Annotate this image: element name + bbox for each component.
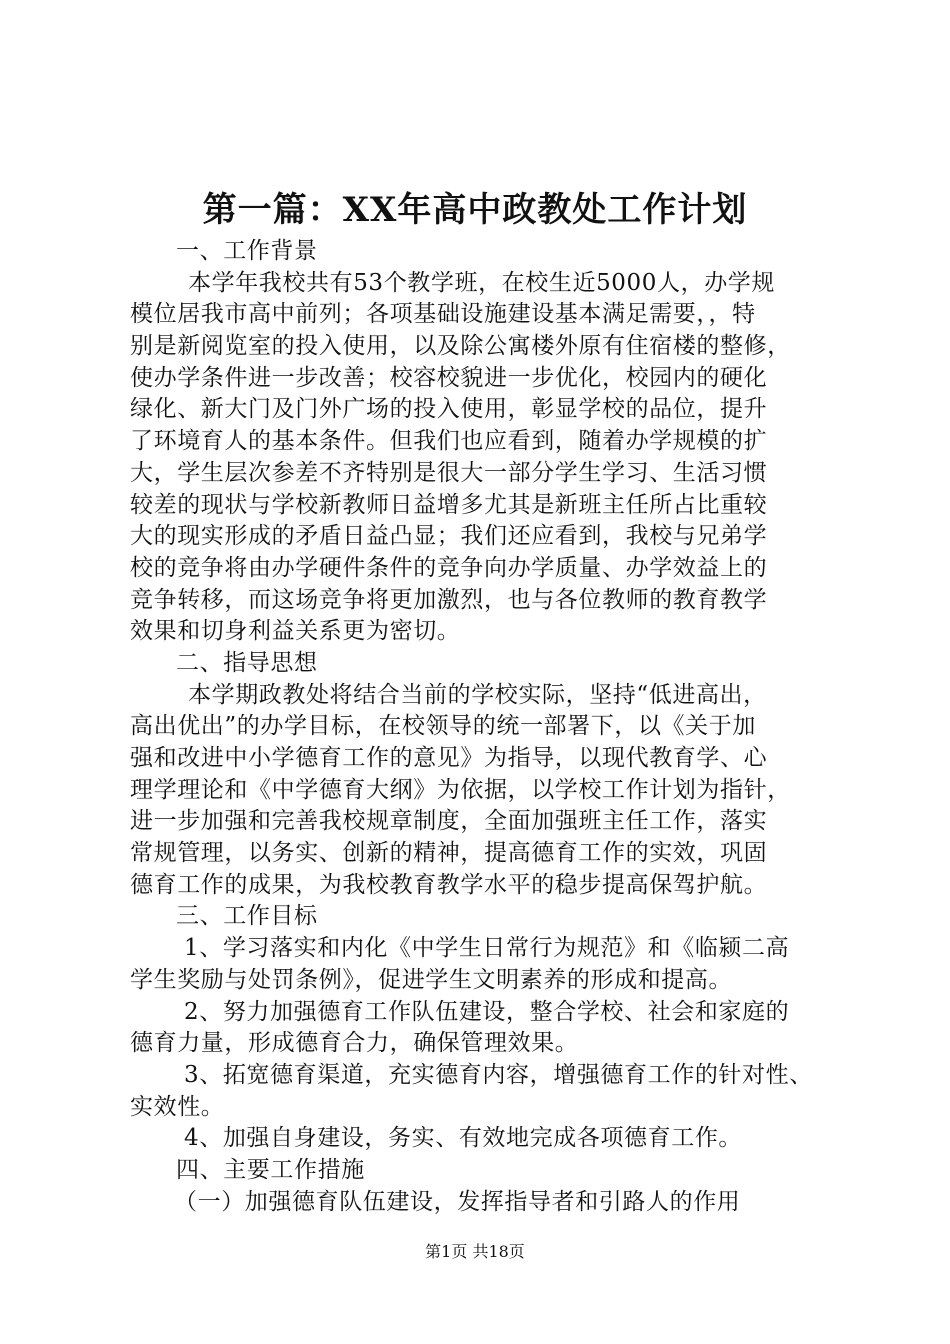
paragraph-line: 实效性。 bbox=[130, 1093, 225, 1120]
paragraph-line: 别是新阅览室的投入使用，以及除公寓楼外原有住宿楼的整修， bbox=[130, 333, 791, 360]
paragraph-line: 校的竞争将由办学硬件条件的竞争向办学质量、办学效益上的 bbox=[130, 554, 768, 581]
subsection-heading: （一）加强德育队伍建设，发挥指导者和引路人的作用 bbox=[174, 1188, 741, 1215]
paragraph-line: 了环境育人的基本条件。但我们也应看到，随着办学规模的扩 bbox=[130, 428, 768, 455]
paragraph-line: 强和改进中小学德育工作的意见》为指导，以现代教育学、心 bbox=[130, 745, 768, 771]
list-item: 4、加强自身建设，务实、有效地完成各项德育工作。 bbox=[184, 1125, 743, 1152]
document-title: 第一篇：XX年高中政教处工作计划 bbox=[202, 190, 748, 230]
list-item: 2、努力加强德育工作队伍建设，整合学校、社会和家庭的 bbox=[184, 998, 790, 1025]
paragraph-line: 学生奖励与处罚条例》，促进学生文明素养的形成和提高。 bbox=[130, 966, 733, 993]
paragraph-line: 理学理论和《中学德育大纲》为依据，以学校工作计划为指针， bbox=[130, 776, 791, 803]
paragraph-line: 常规管理，以务实、创新的精神，提高德育工作的实效，巩固 bbox=[130, 840, 768, 867]
paragraph-line: 本学年我校共有53个教学班，在校生近5000人，办学规 bbox=[188, 269, 775, 296]
paragraph-line: 较差的现状与学校新教师日益增多尤其是新班主任所占比重较 bbox=[130, 491, 768, 518]
paragraph-line: 德育工作的成果，为我校教育教学水平的稳步提高保驾护航。 bbox=[130, 871, 768, 898]
paragraph-line: 竞争转移，而这场竞争将更加激烈，也与各位教师的教育教学 bbox=[130, 586, 768, 613]
paragraph-line: 德育力量，形成德育合力，确保管理效果。 bbox=[130, 1030, 579, 1057]
paragraph-line: 效果和切身利益关系更为密切。 bbox=[130, 618, 461, 645]
document-body bbox=[130, 236, 850, 1218]
section-heading-measures: 四、主要工作措施 bbox=[176, 1156, 365, 1183]
section-heading-guiding-ideology: 二、指导思想 bbox=[176, 649, 318, 676]
paragraph-line: 进一步加强和完善我校规章制度，全面加强班主任工作，落实 bbox=[130, 808, 768, 835]
paragraph-line: 本学期政教处将结合当前的学校实际，坚持“低进高出， bbox=[188, 681, 767, 708]
paragraph-line: 绿化、新大门及门外广场的投入使用，彰显学校的品位，提升 bbox=[130, 396, 768, 423]
paragraph-line: 大的现实形成的矛盾日益凸显；我们还应看到，我校与兄弟学 bbox=[130, 523, 768, 550]
section-heading-goals: 三、工作目标 bbox=[176, 903, 318, 930]
list-item: 3、拓宽德育渠道，充实德育内容，增强德育工作的针对性、 bbox=[184, 1061, 813, 1088]
paragraph-line: 高出优出”的办学目标，在校领导的统一部署下，以《关于加 bbox=[130, 713, 756, 740]
paragraph-line: 模位居我市高中前列；各项基础设施建设基本满足需要，，特 bbox=[130, 301, 756, 328]
paragraph-line: 使办学条件进一步改善；校容校貌进一步优化，校园内的硬化 bbox=[130, 364, 768, 391]
paragraph-line: 大，学生层次参差不齐特别是很大一部分学生学习、生活习惯 bbox=[130, 459, 768, 486]
section-heading-background: 一、工作背景 bbox=[176, 238, 318, 264]
page-number-footer: 第1页 共18页 bbox=[425, 1242, 525, 1261]
list-item: 1、学习落实和内化《中学生日常行为规范》和《临颍二高 bbox=[184, 935, 790, 962]
